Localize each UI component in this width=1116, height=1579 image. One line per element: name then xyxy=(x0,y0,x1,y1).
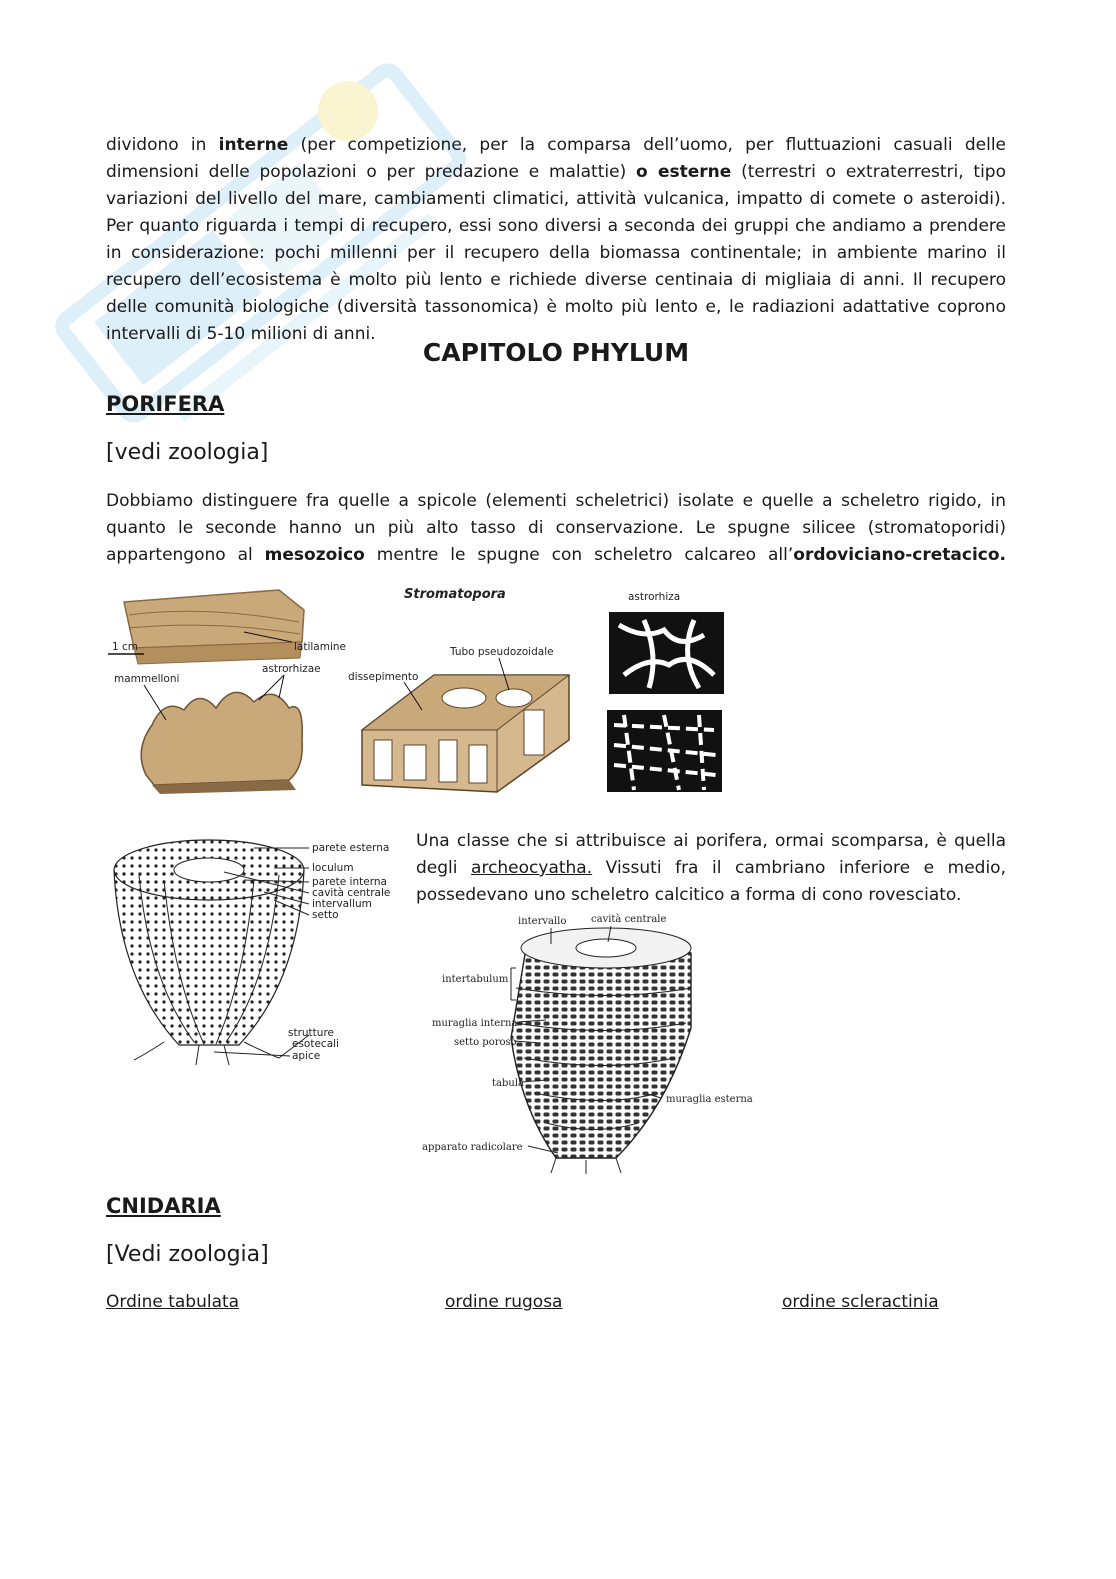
order-scleractinia-link[interactable]: ordine scleractinia xyxy=(782,1292,939,1312)
parete-interna-label: parete interna xyxy=(312,876,387,888)
chapter-title: CAPITOLO PHYLUM xyxy=(422,338,690,367)
tabula-label: tabula xyxy=(492,1078,524,1089)
muraglia-interna-label: muraglia interna xyxy=(432,1018,518,1029)
text-run: Dobbiamo distinguere fra quelle a spicole (elementi scheletrici) isolate e quelle a scheletro rigido, in quanto le seconde hanno un più alto tasso di conservazione. Le spugne silicee (stromatoporidi) appartengono al xyxy=(106,491,1006,565)
setto-poroso-label: setto poroso xyxy=(454,1037,517,1048)
porifera-heading: PORIFERA xyxy=(106,392,225,416)
order-tabulata-link[interactable]: Ordine tabulata xyxy=(106,1292,240,1312)
mammelloni-label: mammelloni xyxy=(114,673,180,685)
text-run: Vissuti fra il cambriano inferiore e medio, possedevano uno scheletro calcitico a forma di cono rovesciato. xyxy=(416,858,1006,905)
text-run: mentre le spugne con scheletro calcareo all’ xyxy=(364,545,794,565)
cnidaria-heading: CNIDARIA xyxy=(106,1194,221,1218)
tubo-label: Tubo pseudozoidale xyxy=(450,646,554,658)
astrorhizae-label: astrorhizae xyxy=(262,663,321,675)
bold-term: interne xyxy=(218,135,289,155)
latilamine-label: latilamine xyxy=(294,641,346,653)
scale-label: 1 cm xyxy=(112,641,139,653)
porifera-paragraph xyxy=(106,488,1006,569)
order-rugosa-link[interactable]: ordine rugosa xyxy=(445,1292,563,1312)
muraglia-esterna-label: muraglia esterna xyxy=(666,1094,753,1105)
dissepimento-label: dissepimento xyxy=(348,671,419,683)
cavita-centrale-label: cavità centrale xyxy=(312,887,391,899)
apparato-radicolare-label: apparato radicolare xyxy=(422,1142,523,1153)
archeocyatha-figure-right xyxy=(416,908,756,1176)
intervallum-label: intervallum xyxy=(312,898,372,910)
bold-term: ordoviciano-cretacico. xyxy=(793,545,1007,565)
intertabulum-label: intertabulum xyxy=(442,974,509,985)
archeocyatha-link[interactable]: archeocyatha. xyxy=(471,858,593,878)
stromatopora-figure xyxy=(104,580,734,800)
stromatopora-title: Stromatopora xyxy=(404,587,506,602)
apice-label: apice xyxy=(292,1050,321,1062)
setto-label: setto xyxy=(312,909,339,921)
text-run: (terrestri o extraterrestri, tipo variazioni del livello del mare, cambiamenti climatici, attività vulcanica, impatto di comete o asteroidi). Per quanto riguarda i tempi di recupero, essi sono diversi a seconda dei gruppi che andiamo a prendere in considerazione: pochi millenni per il recupero della biomassa continentale; in ambiente marino il recupero dell’ecosistema è molto più lento e richiede diverse centinaia di migliaia di anni. Il recupero delle comunità biologiche (diversità tassonomica) è molto più lento e, le radiazioni adattative coprono intervalli di 5-10 milioni di anni. xyxy=(106,162,1007,344)
cavita-centrale-label-2: cavità centrale xyxy=(591,914,667,925)
esotecali-label: esotecali xyxy=(292,1038,339,1050)
porifera-subtitle: [vedi zoologia] xyxy=(106,440,269,465)
text-run: dividono in xyxy=(106,135,219,155)
intro-paragraph xyxy=(106,132,1006,348)
text-run: (per competizione, per la comparsa dell’uomo, per fluttuazioni casuali delle dimensioni delle popolazioni o per predazione e malattie) xyxy=(106,135,1006,182)
astrorhiza-label: astrorhiza xyxy=(628,591,681,603)
loculum-label: loculum xyxy=(312,862,354,874)
intervallo-label: intervallo xyxy=(518,916,567,927)
bold-term: o esterne xyxy=(636,162,732,182)
cnidaria-subtitle: [Vedi zoologia] xyxy=(106,1242,269,1267)
parete-esterna-label: parete esterna xyxy=(312,842,390,854)
bold-term: mesozoico xyxy=(264,545,365,565)
archeocyatha-figure-left xyxy=(104,830,404,1080)
strutture-label: strutture xyxy=(288,1027,334,1039)
archeocyatha-paragraph xyxy=(416,828,1006,909)
text-run: Una classe che si attribuisce ai porifera, ormai scomparsa, è quella degli xyxy=(416,831,1006,878)
